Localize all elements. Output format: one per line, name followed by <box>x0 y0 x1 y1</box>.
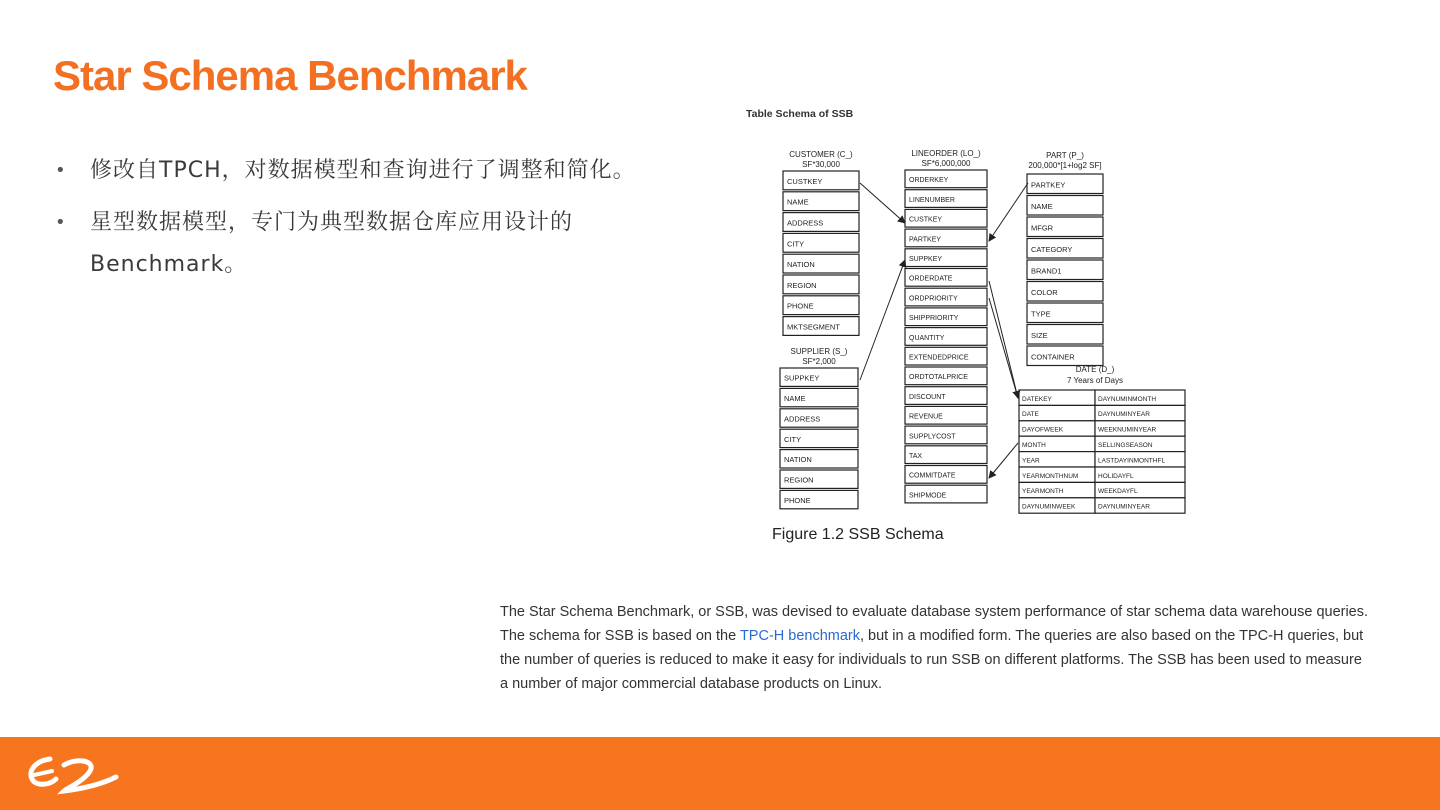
table-field: ADDRESS <box>787 218 824 228</box>
bullet-item: • 星型数据模型，专门为典型数据仓库应用设计的Benchmark。 <box>55 202 655 286</box>
table-field: PARTKEY <box>909 236 942 244</box>
table-field: DAYNUMINYEAR <box>1098 411 1150 419</box>
table-field: MONTH <box>1022 441 1046 449</box>
relation-arrow <box>989 298 1018 398</box>
bullet-item: • 修改自TPCH，对数据模型和查询进行了调整和简化。 <box>55 150 655 192</box>
tpch-benchmark-link[interactable]: TPC-H benchmark <box>739 628 860 644</box>
table-name: DATE (D_) <box>1075 365 1115 374</box>
table-field: WEEKNUMINYEAR <box>1098 426 1157 434</box>
relation-arrow <box>989 443 1018 478</box>
table-field: NAME <box>787 197 809 207</box>
table-field: NATION <box>787 260 815 270</box>
table-field: TAX <box>909 453 923 461</box>
table-field: NAME <box>784 394 806 404</box>
bullet-list <box>55 150 655 296</box>
table-field: PHONE <box>784 496 811 506</box>
table-field: CONTAINER <box>1031 352 1075 362</box>
table-field: LINENUMBER <box>909 196 955 204</box>
footer-bar <box>0 737 1440 810</box>
slide-title: Star Schema Benchmark <box>53 52 527 99</box>
table-field: DAYNUMINWEEK <box>1022 503 1076 511</box>
table-name: SUPPLIER (S_) <box>790 347 848 356</box>
table-field: YEARMONTH <box>1022 488 1064 496</box>
table-field: REGION <box>787 280 817 290</box>
ssb-description <box>500 600 1370 696</box>
relation-arrow <box>989 183 1028 241</box>
table-field: DATE <box>1022 411 1039 419</box>
table-field: QUANTITY <box>909 334 945 342</box>
table-field: HOLIDAYFL <box>1098 472 1134 480</box>
figure-heading: Table Schema of SSB <box>746 108 854 120</box>
table-size: SF*2,000 <box>802 357 836 366</box>
table-field: ORDTOTALPRICE <box>909 374 968 382</box>
table-field: LASTDAYINMONTHFL <box>1098 457 1166 465</box>
table-field: CITY <box>787 239 805 249</box>
table-name: LINEORDER (LO_) <box>911 149 981 158</box>
table-field: COLOR <box>1031 287 1058 297</box>
table-field: MKTSEGMENT <box>787 322 840 332</box>
table-field: SELLINGSEASON <box>1098 441 1153 449</box>
table-field: EXTENDEDPRICE <box>909 354 969 362</box>
table-field: SUPPLYCOST <box>909 433 956 441</box>
relation-arrow <box>989 281 1018 398</box>
ssb-schema-diagram <box>740 98 1260 553</box>
table-field: REVENUE <box>909 413 943 421</box>
table-field: DAYNUMINYEAR <box>1098 503 1150 511</box>
table-field: PARTKEY <box>1031 180 1066 190</box>
description-text: The Star Schema Benchmark, or SSB, was devised to evaluate database system performance of star schema data warehouse queries. The schema for SSB is based on the <box>500 604 1369 644</box>
figure-caption: Figure 1.2 SSB Schema <box>772 526 944 543</box>
table-field: CUSTKEY <box>787 176 823 186</box>
table-field: DISCOUNT <box>909 393 946 401</box>
description-text: , but in a modified form. The queries are also based on the TPC-H queries, but the number of queries is reduced to make it easy for individuals to run SSB on different platforms. The SSB has been used to measure a number of major commercial database products on Linux. <box>500 628 1364 692</box>
table-field: YEARMONTHNUM <box>1022 472 1079 480</box>
table-field: CITY <box>784 434 802 444</box>
table-field: SUPPKEY <box>909 256 943 264</box>
table-size: 200,000*[1+log2 SF] <box>1028 161 1102 170</box>
table-field: SUPPKEY <box>784 373 820 383</box>
alibaba-logo-icon <box>20 749 120 799</box>
table-field: ORDPRIORITY <box>909 295 958 303</box>
table-field: MFGR <box>1031 223 1054 233</box>
relation-arrow <box>860 183 905 223</box>
table-field: WEEKDAYFL <box>1098 488 1138 496</box>
table-field: CUSTKEY <box>909 216 943 224</box>
table-size: 7 Years of Days <box>1066 376 1124 385</box>
table-field: COMMITDATE <box>909 472 956 480</box>
table-field: DAYNUMINMONTH <box>1098 395 1157 403</box>
table-field: NATION <box>784 455 812 465</box>
table-size: SF*6,000,000 <box>921 159 971 168</box>
table-field: SHIPPRIORITY <box>909 315 959 323</box>
table-field: NAME <box>1031 201 1053 211</box>
relation-arrow <box>860 260 905 380</box>
table-field: YEAR <box>1022 457 1040 465</box>
table-field: ADDRESS <box>784 414 821 424</box>
ssb-schema-figure <box>740 98 1260 553</box>
table-field: TYPE <box>1031 309 1051 319</box>
table-field: REGION <box>784 475 814 485</box>
table-size: SF*30,000 <box>802 160 840 169</box>
table-field: CATEGORY <box>1031 244 1073 254</box>
table-field: DATEKEY <box>1022 395 1052 403</box>
table-name: PART (P_) <box>1046 151 1084 160</box>
table-field: ORDERDATE <box>909 275 953 283</box>
table-field: BRAND1 <box>1031 266 1062 276</box>
table-field: PHONE <box>787 301 814 311</box>
table-field: SIZE <box>1031 330 1048 340</box>
table-field: DAYOFWEEK <box>1022 426 1064 434</box>
table-field: ORDERKEY <box>909 177 949 185</box>
table-field: SHIPMODE <box>909 492 947 500</box>
table-name: CUSTOMER (C_) <box>789 150 853 159</box>
